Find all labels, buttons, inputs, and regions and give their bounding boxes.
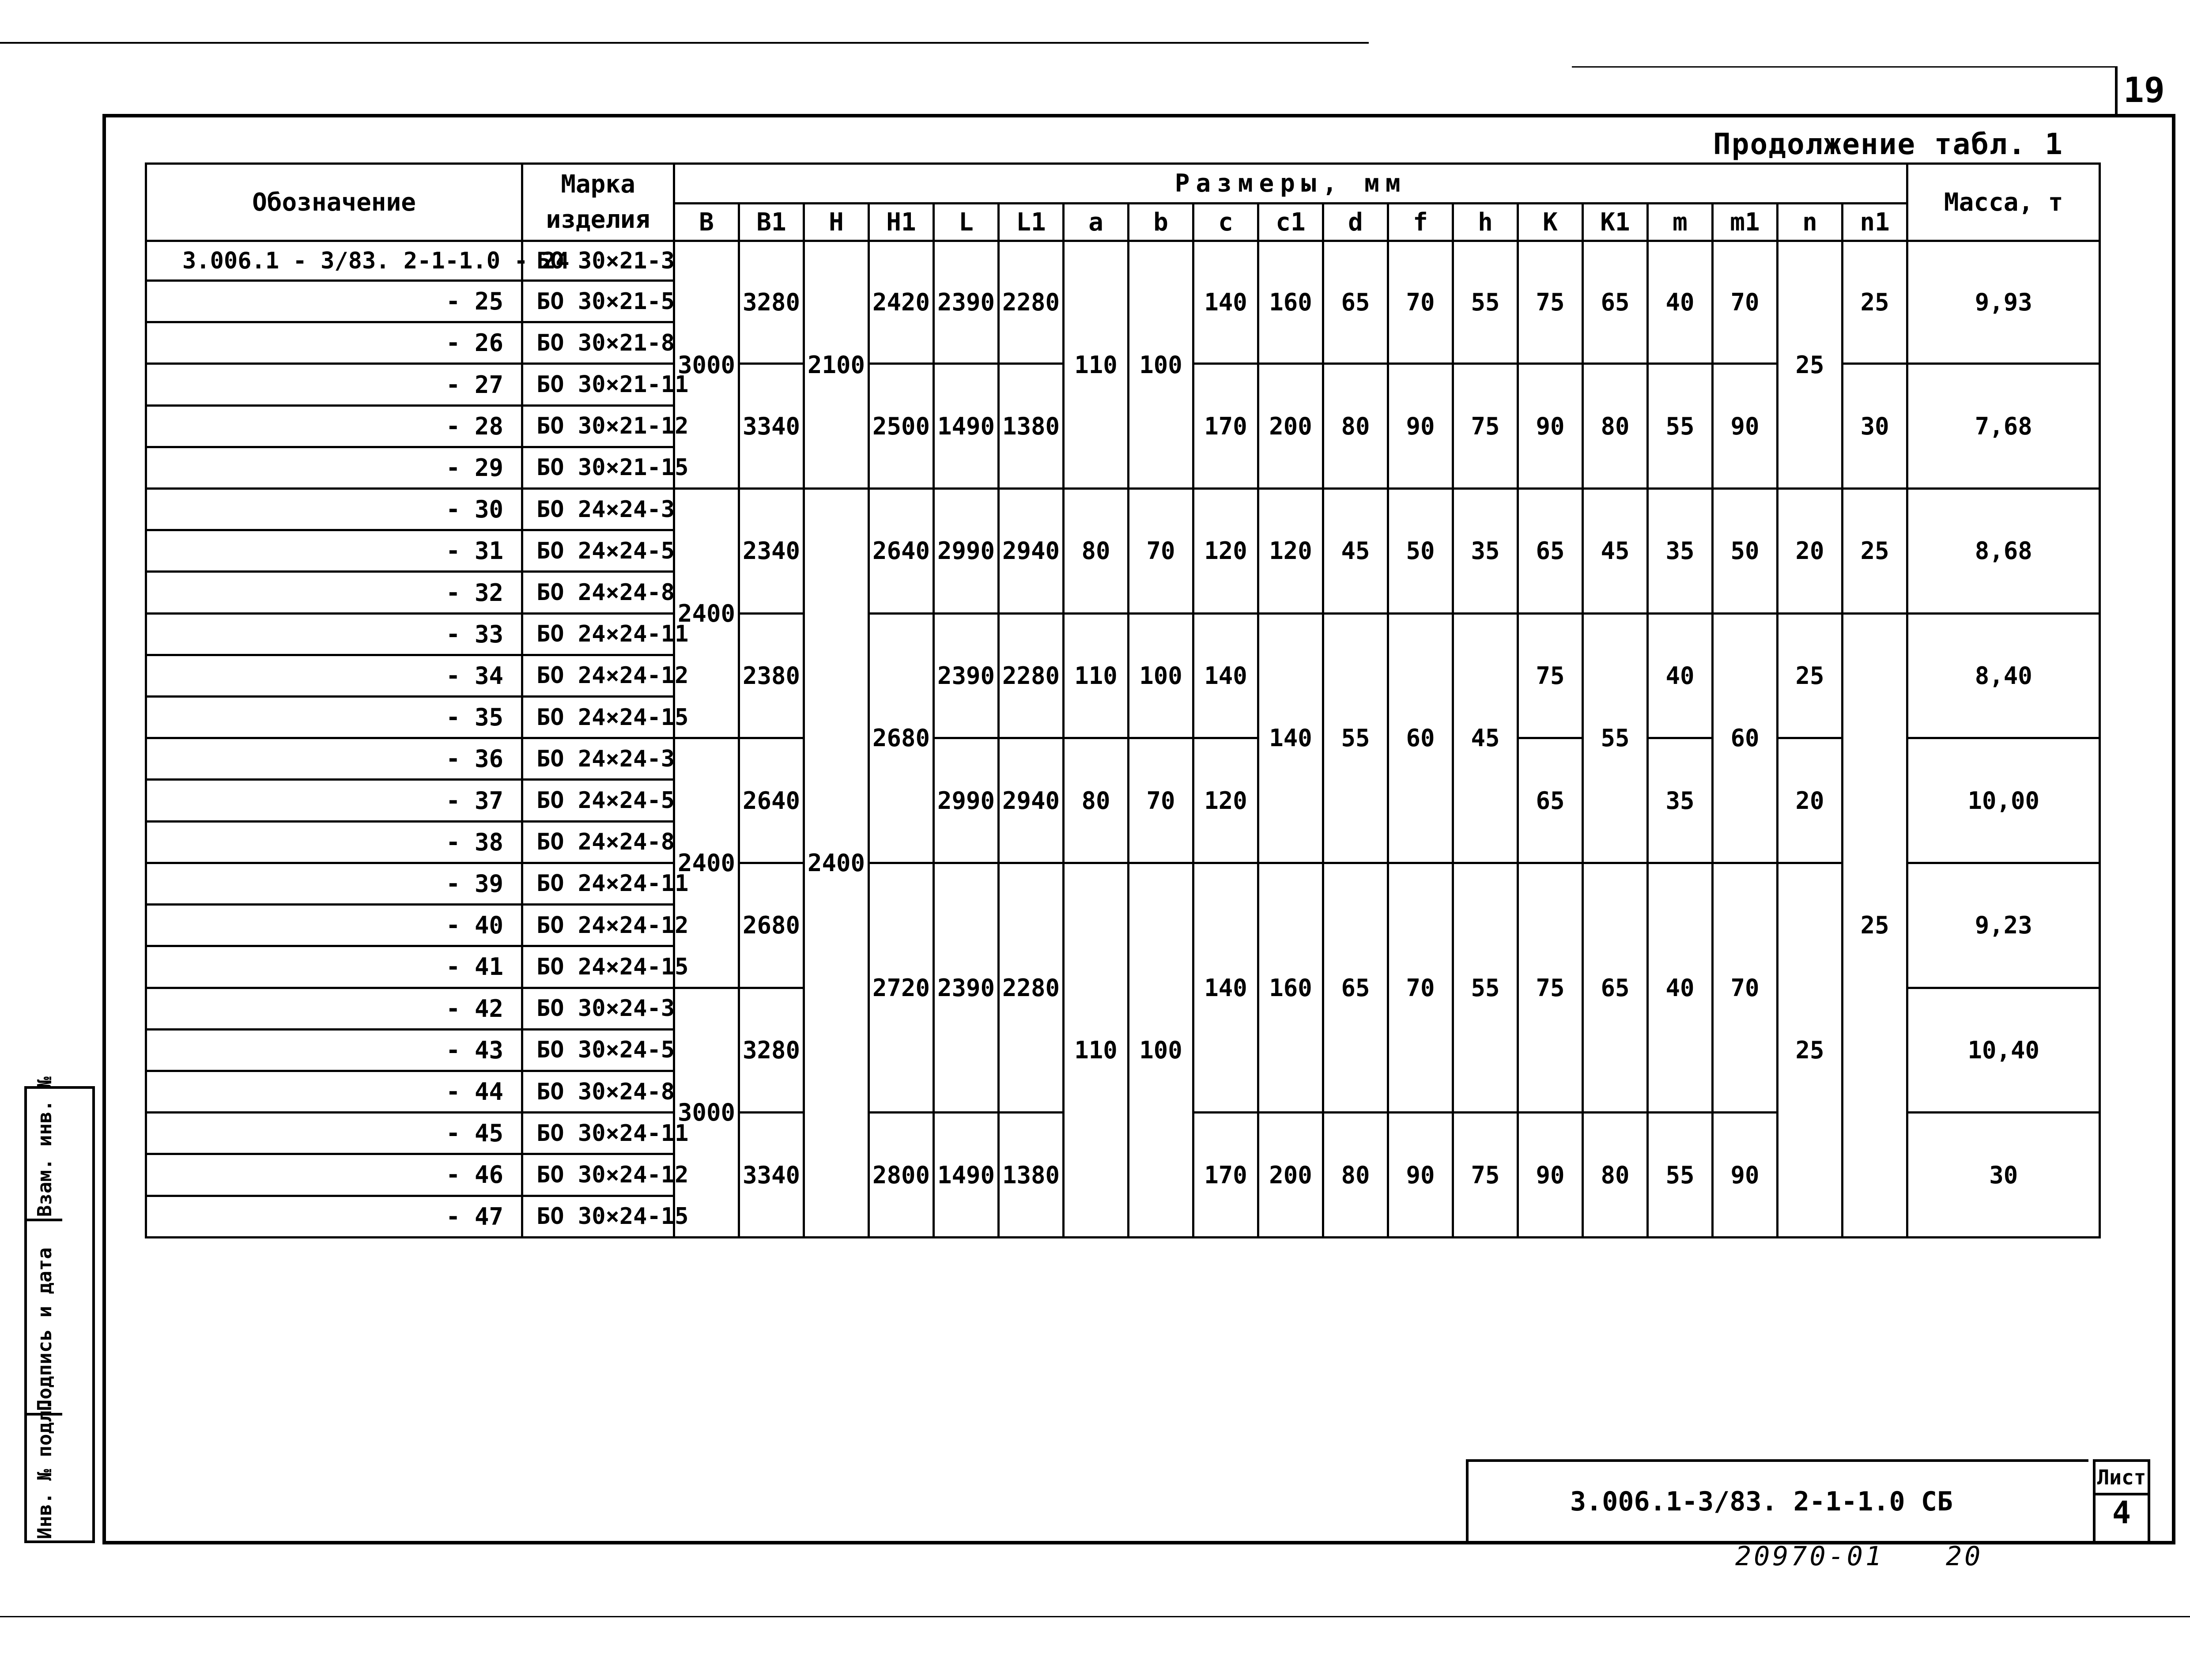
order-number: 20970-01	[1735, 1541, 1884, 1572]
header-dim-L: L	[934, 204, 999, 241]
side-label-vzam: Взам. инв. №	[34, 1076, 56, 1217]
cell-mass: 10,40	[1907, 988, 2100, 1113]
cell-a: 110	[1064, 863, 1129, 1237]
cell-mass: 9,93	[1907, 241, 2100, 364]
cell-c: 140	[1193, 613, 1258, 738]
table-row-designation: - 28	[146, 405, 522, 447]
cell-m1: 60	[1713, 613, 1778, 863]
cell-L1: 2280	[999, 241, 1064, 364]
cell-B1: 3340	[739, 1113, 804, 1238]
cell-K1: 80	[1583, 1113, 1648, 1238]
cell-L: 2390	[934, 613, 999, 738]
cell-a: 110	[1064, 241, 1129, 489]
cell-h: 75	[1453, 364, 1518, 489]
table-row-mark: БО 24×24-8	[522, 572, 674, 613]
header-dim-L1: L1	[999, 204, 1064, 241]
header-dim-H: H	[804, 204, 869, 241]
cell-n: 25	[1778, 863, 1843, 1237]
cell-H1: 2420	[869, 241, 934, 364]
cell-mass: 10,00	[1907, 738, 2100, 863]
table-row-designation: - 47	[146, 1196, 522, 1237]
cell-c: 140	[1193, 863, 1258, 1112]
cell-c1: 200	[1258, 364, 1323, 489]
header-dim-K: K	[1518, 204, 1583, 241]
cell-c: 120	[1193, 489, 1258, 614]
table-row-mark: БО 24×24-12	[522, 905, 674, 946]
cell-B1: 2640	[739, 738, 804, 863]
cell-L: 1490	[934, 1113, 999, 1238]
header-dim-c: c	[1193, 204, 1258, 241]
table-row-designation: - 38	[146, 821, 522, 863]
cell-c: 140	[1193, 241, 1258, 364]
header-dim-f: f	[1388, 204, 1453, 241]
cell-L: 2390	[934, 241, 999, 364]
cell-H: 2100	[804, 241, 869, 489]
cell-H1: 2720	[869, 863, 934, 1112]
header-mark: Марка изделия	[522, 164, 674, 241]
cell-mass: 8,40	[1907, 613, 2100, 738]
cell-K1: 80	[1583, 364, 1648, 489]
table-row-designation: - 32	[146, 572, 522, 613]
cell-f: 70	[1388, 863, 1453, 1112]
table-row-designation: - 34	[146, 655, 522, 696]
cell-h: 55	[1453, 241, 1518, 364]
header-dim-B: B	[674, 204, 739, 241]
document-code: 3.006.1-3/83. 2-1-1.0 СБ	[1570, 1486, 1953, 1517]
cell-mass: 9,23	[1907, 863, 2100, 988]
cell-n: 25	[1778, 613, 1843, 738]
cell-L1: 1380	[999, 364, 1064, 489]
cell-n1: 25	[1843, 613, 1907, 1237]
cell-d: 65	[1323, 863, 1388, 1112]
cell-B1: 2680	[739, 863, 804, 988]
table-row-designation: - 43	[146, 1029, 522, 1071]
cell-K: 75	[1518, 863, 1583, 1112]
cell-d: 45	[1323, 489, 1388, 614]
cell-m: 40	[1648, 863, 1713, 1112]
table-row-mark: БО 30×24-3	[522, 988, 674, 1029]
cell-m: 40	[1648, 613, 1713, 738]
cell-K: 75	[1518, 241, 1583, 364]
header-dim-a: a	[1064, 204, 1129, 241]
table-row-designation: - 42	[146, 988, 522, 1029]
cell-b: 70	[1129, 738, 1193, 863]
table-row-designation: - 44	[146, 1071, 522, 1112]
cell-L1: 2280	[999, 863, 1064, 1112]
cell-c: 170	[1193, 1113, 1258, 1238]
cell-a: 110	[1064, 613, 1129, 738]
cell-m: 55	[1648, 364, 1713, 489]
table-row-mark: БО 24×24-5	[522, 530, 674, 572]
cell-f: 90	[1388, 1113, 1453, 1238]
cell-B1: 3340	[739, 364, 804, 489]
cell-h: 55	[1453, 863, 1518, 1112]
cell-K: 90	[1518, 364, 1583, 489]
header-dim-d: d	[1323, 204, 1388, 241]
cell-B: 2400	[674, 489, 739, 738]
cell-L: 2990	[934, 738, 999, 863]
table-row-designation: - 39	[146, 863, 522, 904]
header-dim-K1: K1	[1583, 204, 1648, 241]
cell-L: 2990	[934, 489, 999, 614]
cell-c1: 120	[1258, 489, 1323, 614]
cell-h: 75	[1453, 1113, 1518, 1238]
table-row-mark: БО 24×24-11	[522, 613, 674, 655]
cell-K1: 65	[1583, 863, 1648, 1112]
cell-f: 50	[1388, 489, 1453, 614]
cell-n: 20	[1778, 738, 1843, 863]
table-row-designation: - 29	[146, 447, 522, 488]
cell-b: 100	[1129, 241, 1193, 489]
header-dimensions: Размеры, мм	[674, 164, 1907, 204]
cell-B: 3000	[674, 988, 739, 1238]
cell-h: 45	[1453, 613, 1518, 863]
table-row-mark: БО 24×24-15	[522, 697, 674, 738]
table-row-mark: БО 30×21-3	[522, 241, 674, 281]
scan-edge-top	[0, 42, 1369, 44]
header-dim-h: h	[1453, 204, 1518, 241]
table-row-designation: 3.006.1 - 3/83. 2-1-1.0 - 24	[146, 241, 522, 281]
sheet-count: 20	[1945, 1541, 1983, 1572]
cell-B1: 2380	[739, 613, 804, 738]
cell-m1: 90	[1713, 1113, 1778, 1238]
scan-edge-bottom	[0, 1616, 2190, 1617]
cell-L1: 1380	[999, 1113, 1064, 1238]
table-row-mark: БО 30×21-12	[522, 405, 674, 447]
cell-K: 90	[1518, 1113, 1583, 1238]
header-dim-m: m	[1648, 204, 1713, 241]
bottom-note	[1735, 1541, 1983, 1572]
table-row-mark: БО 24×24-8	[522, 821, 674, 863]
cell-B1: 3280	[739, 988, 804, 1113]
cell-c1: 140	[1258, 613, 1323, 863]
header-mass: Масса, т	[1907, 164, 2100, 241]
table-row-designation: - 41	[146, 946, 522, 988]
cell-L: 2390	[934, 863, 999, 1112]
cell-h: 35	[1453, 489, 1518, 614]
header-dim-B1: B1	[739, 204, 804, 241]
cell-c: 120	[1193, 738, 1258, 863]
cell-mass: 8,68	[1907, 489, 2100, 614]
table-row-designation: - 33	[146, 613, 522, 655]
sheet-box	[2093, 1459, 2150, 1544]
cell-b: 70	[1129, 489, 1193, 614]
table-row-mark: БО 24×24-15	[522, 946, 674, 988]
sheet-number: 19	[2115, 66, 2171, 115]
cell-f: 70	[1388, 241, 1453, 364]
cell-m: 35	[1648, 738, 1713, 863]
cell-H1: 2800	[869, 1113, 934, 1238]
table-row-designation: - 30	[146, 489, 522, 530]
table-row-designation: - 25	[146, 281, 522, 322]
cell-c1: 160	[1258, 241, 1323, 364]
side-stamp-strip	[24, 1076, 95, 1543]
cell-B1: 2340	[739, 489, 804, 614]
cell-n1: 25	[1843, 489, 1907, 614]
cell-b: 100	[1129, 613, 1193, 738]
cell-f: 60	[1388, 613, 1453, 863]
cell-d: 55	[1323, 613, 1388, 863]
cell-H1: 2500	[869, 364, 934, 489]
table-row-mark: БО 30×24-12	[522, 1154, 674, 1196]
cell-B: 2400	[674, 738, 739, 988]
table-row-designation: - 37	[146, 780, 522, 821]
cell-mass: 7,68	[1907, 364, 2100, 489]
table-row-mark: БО 30×21-8	[522, 322, 674, 364]
table-row-mark: БО 30×24-11	[522, 1113, 674, 1154]
header-designation: Обозначение	[146, 164, 522, 241]
cell-m1: 70	[1713, 241, 1778, 364]
table-row-mark: БО 24×24-3	[522, 489, 674, 530]
table-row-mark: БО 24×24-11	[522, 863, 674, 904]
dimensions-table	[145, 162, 2101, 1238]
cell-n: 20	[1778, 489, 1843, 614]
header-dim-n: n	[1778, 204, 1843, 241]
side-label-podpis: Подпись и дата	[34, 1247, 56, 1411]
cell-B: 3000	[674, 241, 739, 489]
cell-m1: 50	[1713, 489, 1778, 614]
sheet-label: Лист	[2096, 1462, 2148, 1495]
cell-K: 65	[1518, 489, 1583, 614]
table-row-mark: БО 30×21-5	[522, 281, 674, 322]
table-row-mark: БО 24×24-3	[522, 738, 674, 780]
cell-K: 65	[1518, 738, 1583, 863]
cell-n1: 30	[1843, 364, 1907, 489]
title-block	[1466, 1459, 2088, 1544]
cell-L: 1490	[934, 364, 999, 489]
header-dim-H1: H1	[869, 204, 934, 241]
cell-K1: 45	[1583, 489, 1648, 614]
table-row-mark: БО 30×24-5	[522, 1029, 674, 1071]
cell-n1: 25	[1843, 241, 1907, 364]
cell-b: 100	[1129, 863, 1193, 1237]
cell-m: 55	[1648, 1113, 1713, 1238]
cell-c1: 200	[1258, 1113, 1323, 1238]
header-dim-n1: n1	[1843, 204, 1907, 241]
cell-m1: 90	[1713, 364, 1778, 489]
cell-d: 65	[1323, 241, 1388, 364]
scan-edge-top-right	[1572, 66, 2115, 68]
cell-f: 90	[1388, 364, 1453, 489]
cell-K: 75	[1518, 613, 1583, 738]
table-row-mark: БО 30×24-15	[522, 1196, 674, 1237]
cell-c1: 160	[1258, 863, 1323, 1112]
cell-B1: 3280	[739, 241, 804, 364]
table-row-mark: БО 24×24-5	[522, 780, 674, 821]
header-dim-m1: m1	[1713, 204, 1778, 241]
table-row-mark: БО 24×24-12	[522, 655, 674, 696]
cell-L1: 2940	[999, 738, 1064, 863]
table-row-designation: - 31	[146, 530, 522, 572]
table-row-designation: - 40	[146, 905, 522, 946]
cell-K1: 55	[1583, 613, 1648, 863]
table-row-mark: БО 30×24-8	[522, 1071, 674, 1112]
table-row-mark: БО 30×21-11	[522, 364, 674, 405]
cell-m: 40	[1648, 241, 1713, 364]
cell-n: 25	[1778, 241, 1843, 489]
cell-H1: 2680	[869, 613, 934, 863]
table-row-designation: - 27	[146, 364, 522, 405]
cell-d: 80	[1323, 1113, 1388, 1238]
side-label-inv: Инв. № подл.	[34, 1399, 56, 1539]
cell-n1: 30	[1907, 1113, 2100, 1238]
header-dim-b: b	[1129, 204, 1193, 241]
cell-H: 2400	[804, 489, 869, 1238]
cell-d: 80	[1323, 364, 1388, 489]
table-row-designation: - 45	[146, 1113, 522, 1154]
cell-a: 80	[1064, 489, 1129, 614]
cell-c: 170	[1193, 364, 1258, 489]
table-row-designation: - 26	[146, 322, 522, 364]
table-row-designation: - 46	[146, 1154, 522, 1196]
header-dim-c1: c1	[1258, 204, 1323, 241]
table-caption: Продолжение табл. 1	[1713, 127, 2063, 161]
cell-H1: 2640	[869, 489, 934, 614]
cell-K1: 65	[1583, 241, 1648, 364]
cell-m: 35	[1648, 489, 1713, 614]
table-row-designation: - 36	[146, 738, 522, 780]
sheet-index: 4	[2112, 1495, 2131, 1531]
cell-a: 80	[1064, 738, 1129, 863]
cell-L1: 2280	[999, 613, 1064, 738]
cell-m1: 70	[1713, 863, 1778, 1112]
table-row-mark: БО 30×21-15	[522, 447, 674, 488]
table-row-designation: - 35	[146, 697, 522, 738]
cell-L1: 2940	[999, 489, 1064, 614]
